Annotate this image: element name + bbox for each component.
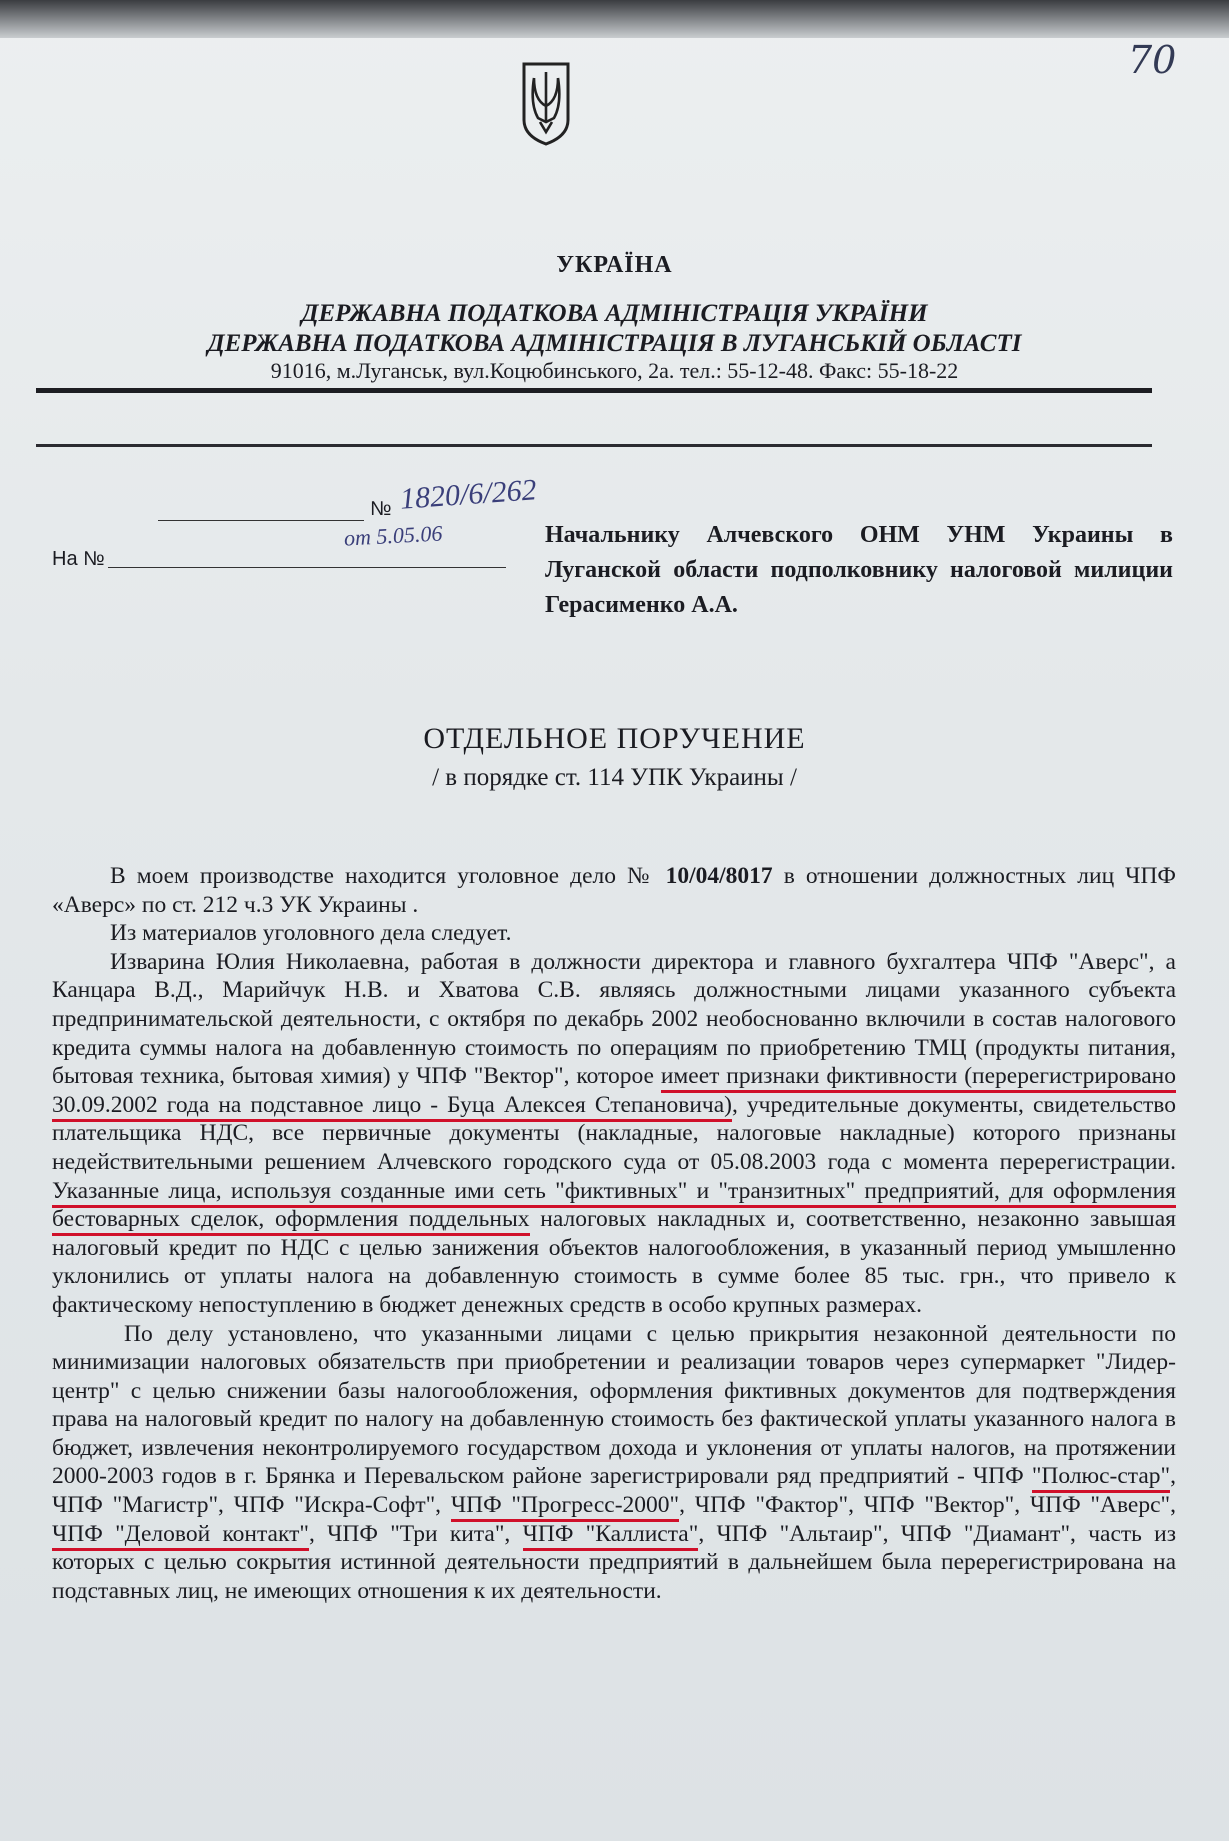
text-run: , ЧПФ "Магистр", ЧПФ "Искра-Софт",	[52, 1463, 1176, 1519]
text-run: , ЧПФ "Альтаир", ЧПФ "Диамант", часть из которых с целью сокрытия истинной деятельности предприятий в дальнейшем была перерегистрирована на подставных лиц, не имеющих отношения к их деятельности.	[52, 1520, 1176, 1604]
underlined-company: ЧПФ "Прогресс-2000"	[451, 1492, 679, 1522]
text-run: в отношении должностных лиц ЧПФ «Аверс» по ст. 212 ч.3 УК Украины .	[52, 863, 1176, 918]
addressee-block: Начальнику Алчевского ОНМ УНМ Украины в Луганской области подполковнику налоговой милиции Герасименко А.А.	[545, 522, 1173, 618]
header-rule-thick	[36, 388, 1152, 393]
agency-heading-national: ДЕРЖАВНА ПОДАТКОВА АДМІНІСТРАЦІЯ УКРАЇНИ	[301, 300, 928, 327]
text-run: , учредительные документы, свидетельство плательщика НДС, все первичные документы (накладные, налоговые накладные) которого признаны недействительными решением Алчевского городского суда от 05.08.2003 года с момента перерегистрации.	[52, 1091, 1176, 1175]
trident-emblem-icon	[516, 60, 576, 146]
document-title: ОТДЕЛЬНОЕ ПОРУЧЕНИЕ	[423, 722, 806, 755]
country-heading: УКРАЇНА	[556, 252, 673, 278]
text-run: , ЧПФ "Три кита",	[308, 1520, 523, 1547]
text-run: , ЧПФ "Фактор", ЧПФ "Вектор", ЧПФ "Аверс",	[679, 1492, 1177, 1519]
underlined-phrase: имеет признаки фиктивности (перерегистрировано 30.09.2002 года на подставное лицо - Буца Алексея Степановича)	[52, 1063, 1176, 1122]
handwritten-outgoing-number: 1820/6/262	[398, 473, 538, 516]
paragraph-case	[52, 862, 1176, 919]
header-rule-thin	[36, 444, 1152, 447]
text-run: В моем производстве находится уголовное дело №	[110, 863, 666, 889]
text-run: Из материалов уголовного дела следует.	[110, 920, 512, 947]
text-run: Изварина Юлия Николаевна, работая в должности директора и главного бухгалтера ЧПФ "Аверс", а Канцара В.Д., Марийчук Н.В. и Хватова С.В. являясь должностными лицами указанного субъекта предпринимательской деятельности, с октября по декабрь 2002 необоснованно включили в состав налогового кредита суммы налога на добавленную стоимость по операциям по приобретению ТМЦ (продукты питания, бытовая техника, бытовая химия) у ЧПФ "Вектор", которое	[52, 948, 1176, 1090]
text-run: налоговых накладных и, соответственно, незаконно завышая налоговый кредит по НДС с целью занижения объектов налогообложения, в указанный период умышленно уклонились от уплаты налога на добавленную стоимость в сумме более 85 тыс. грн., что привело к фактическому непоступлению в бюджет денежных средств в особо крупных размерах.	[52, 1206, 1176, 1318]
outgoing-number-line	[158, 520, 364, 521]
reference-number-label: На №	[52, 548, 105, 570]
case-number: 10/04/8017	[665, 863, 773, 889]
paragraph-intro	[52, 919, 1176, 948]
underlined-company: "Полюс-стар"	[1032, 1463, 1170, 1493]
underlined-phrase: Указанные лица, используя созданные ими сеть "фиктивных" и "транзитных" предприятий, для оформления бестоварных сделок, оформления поддельных	[52, 1178, 1176, 1237]
outgoing-number-label: №	[370, 498, 392, 520]
reference-number-line	[108, 567, 506, 568]
agency-address: 91016, м.Луганськ, вул.Коцюбинського, 2а. тел.: 55-12-48. Факс: 55-18-22	[270, 358, 959, 383]
page-top-edge	[0, 0, 1229, 38]
paragraph-companies	[52, 1320, 1176, 1606]
document-body	[52, 862, 1176, 1605]
document-subtitle: / в порядке ст. 114 УПК Украины /	[432, 764, 797, 791]
agency-heading-regional: ДЕРЖАВНА ПОДАТКОВА АДМІНІСТРАЦІЯ В ЛУГАНСЬКІЙ ОБЛАСТІ	[207, 330, 1022, 357]
underlined-company: ЧПФ "Каллиста"	[523, 1521, 699, 1551]
paragraph-facts	[52, 948, 1176, 1320]
handwritten-date: от 5.05.06	[343, 520, 443, 551]
page-number: 70	[1128, 38, 1177, 82]
underlined-company: ЧПФ "Деловой контакт"	[52, 1521, 309, 1551]
text-run: По делу установлено, что указанными лицами с целью прикрытия незаконной деятельности по минимизации налоговых обязательств при приобретении и реализации товаров через супермаркет "Лидер-центр" с целью снижении базы налогообложения, оформления фиктивных документов для подтверждения права на налоговый кредит по налогу на добавленную стоимость без фактической уплаты указанного налога в бюджет, извлечения неконтролируемого государством дохода и уклонения от уплаты налогов, на протяжении 2000-2003 годов в г. Брянка и Перевальском районе зарегистрировали ряд предприятий - ЧПФ	[52, 1320, 1176, 1490]
